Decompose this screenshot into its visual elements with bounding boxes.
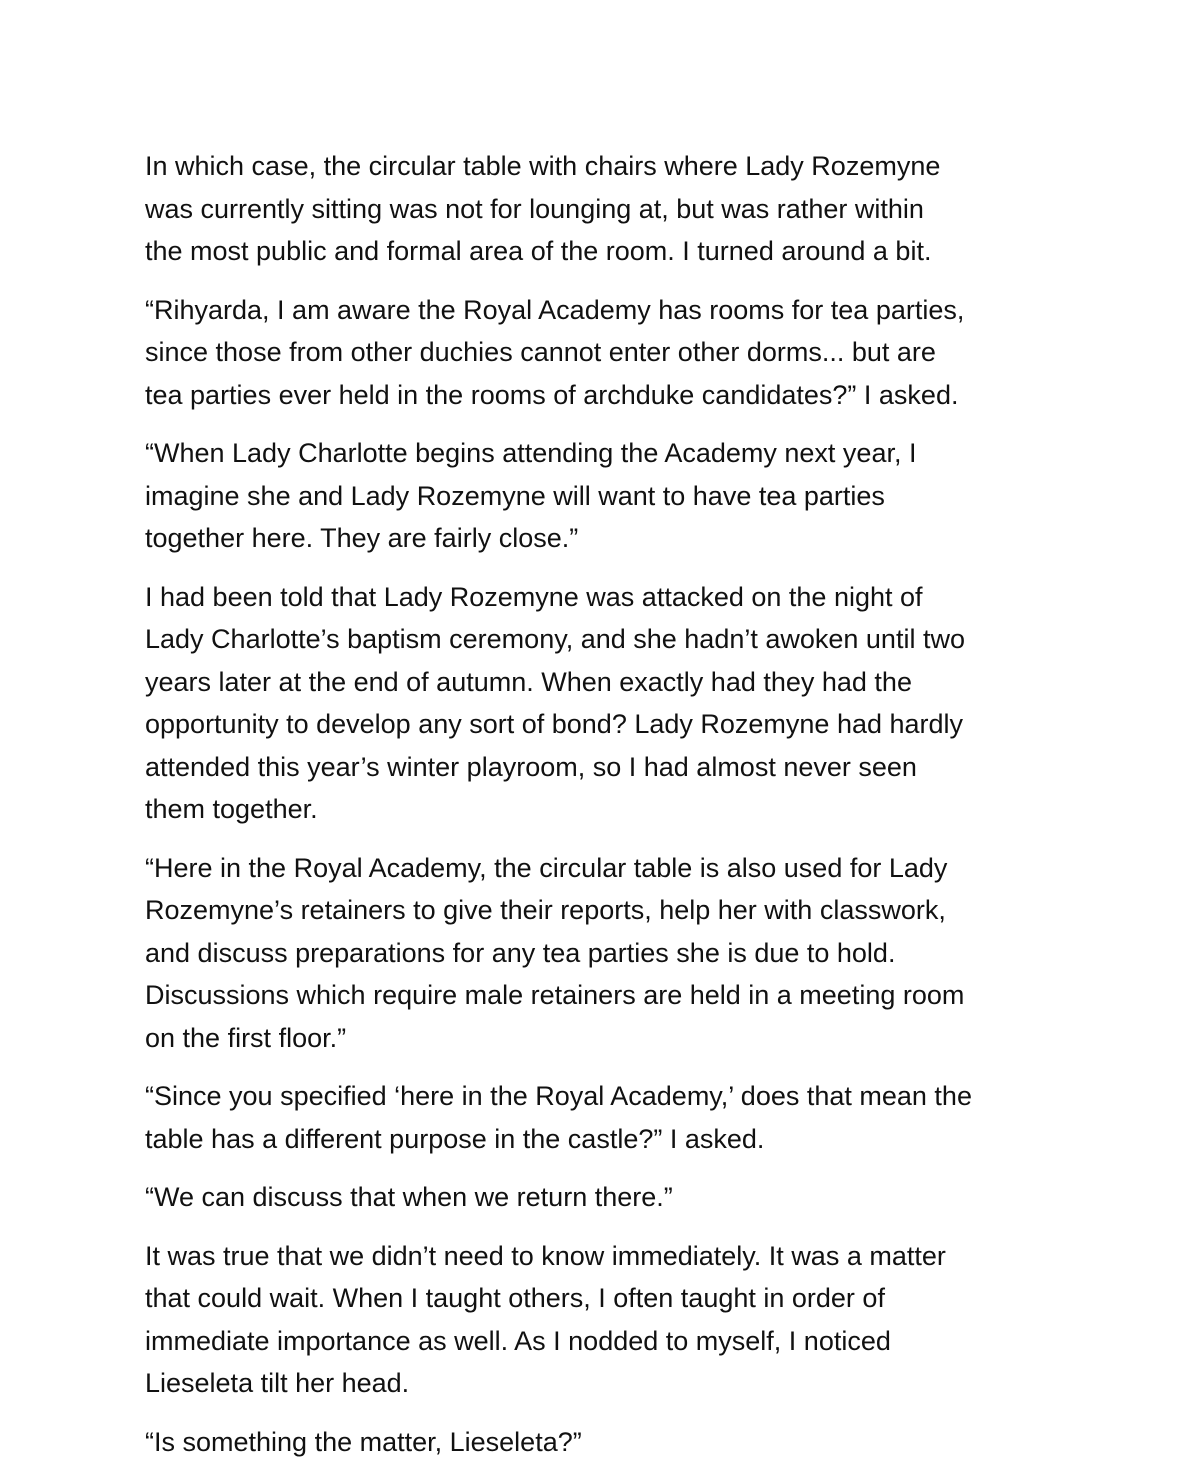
text-line: “We can discuss that when we return there.” (145, 1182, 673, 1212)
text-line: imagine she and Lady Rozemyne will want to have tea parties (145, 480, 885, 511)
text-line: Lieseleta tilt her head. (145, 1368, 410, 1398)
text-line: tea parties ever held in the rooms of archduke candidates?” I asked. (145, 379, 959, 410)
paragraph-4 (145, 576, 1060, 831)
text-line: and discuss preparations for any tea parties she is due to hold. (145, 937, 896, 968)
paragraph-6 (145, 1075, 1060, 1160)
text-line: years later at the end of autumn. When exactly had they had the (145, 666, 912, 697)
text-line: Lady Charlotte’s baptism ceremony, and she hadn’t awoken until two (145, 624, 965, 654)
text-line: on the first floor.” (145, 1022, 347, 1053)
text-line: Discussions which require male retainers are held in a meeting room (145, 980, 965, 1010)
text-line: was currently sitting was not for lounging at, but was rather within (145, 193, 924, 224)
text-line: It was true that we didn’t need to know immediately. It was a matter (145, 1240, 946, 1271)
paragraph-3 (145, 432, 1060, 560)
paragraph-9 (145, 1421, 1060, 1464)
text-line: the most public and formal area of the room. I turned around a bit. (145, 236, 932, 266)
text-line: “Rihyarda, I am aware the Royal Academy has rooms for tea parties, (145, 294, 965, 325)
text-line: since those from other duchies cannot enter other dorms... but are (145, 337, 936, 367)
text-line: In which case, the circular table with chairs where Lady Rozemyne (145, 151, 941, 181)
text-line: opportunity to develop any sort of bond? Lady Rozemyne had hardly (145, 709, 964, 739)
text-line: “When Lady Charlotte begins attending the Academy next year, I (145, 438, 917, 468)
text-line: table has a different purpose in the castle?” I asked. (145, 1123, 765, 1154)
text-line: immediate importance as well. As I nodded to myself, I noticed (145, 1325, 891, 1356)
text-line: that could wait. When I taught others, I often taught in order of (145, 1283, 885, 1313)
text-line: “Here in the Royal Academy, the circular table is also used for Lady (145, 852, 948, 883)
text-line: them together. (145, 794, 318, 824)
paragraph-5 (145, 847, 1060, 1060)
paragraph-1 (145, 145, 1060, 273)
text-line: “Since you specified ‘here in the Royal Academy,’ does that mean the (145, 1081, 972, 1111)
text-line: attended this year’s winter playroom, so I had almost never seen (145, 751, 917, 782)
text-line: I had been told that Lady Rozemyne was attacked on the night of (145, 581, 923, 612)
text-line: together here. They are fairly close.” (145, 523, 579, 553)
text-line: Rozemyne’s retainers to give their reports, help her with classwork, (145, 895, 946, 925)
document-page (145, 145, 1060, 1479)
paragraph-2 (145, 289, 1060, 417)
text-line: “Is something the matter, Lieseleta?” (145, 1426, 582, 1457)
paragraph-8 (145, 1235, 1060, 1405)
paragraph-7 (145, 1176, 1060, 1219)
